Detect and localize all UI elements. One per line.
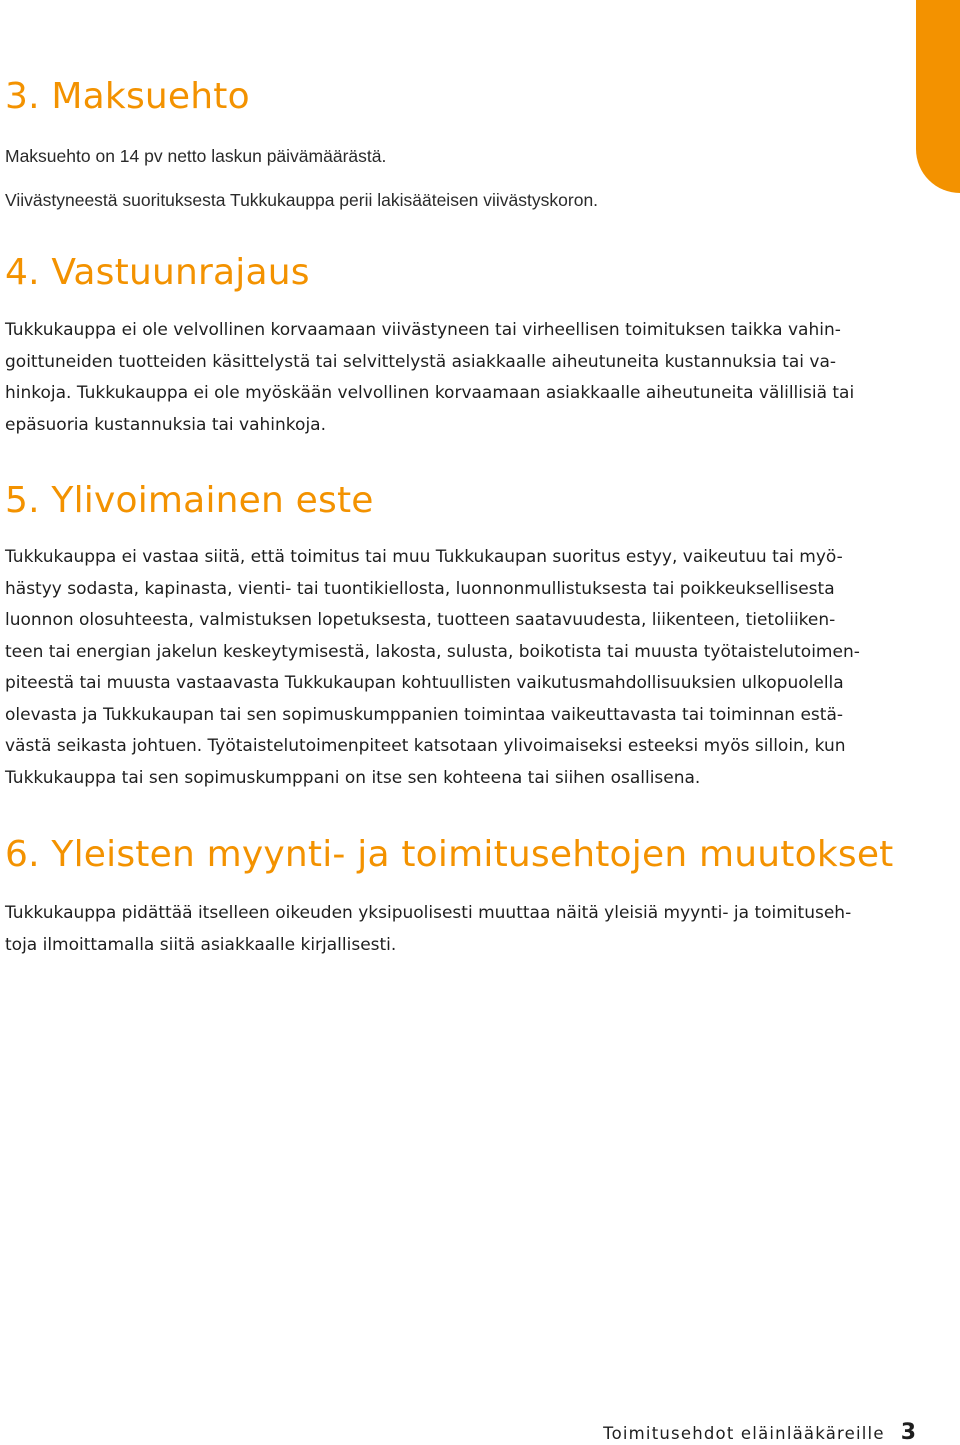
text-line: goittuneiden tuotteiden käsittelystä tai selvittelystä asiakkaalle aiheutuneita kustannuksia tai va- (5, 351, 837, 372)
text-line: epäsuoria kustannuksia tai vahinkoja. (5, 414, 326, 435)
section-3-paragraph-2 (5, 185, 885, 217)
section-4-paragraph (5, 315, 885, 441)
section-4-heading: 4. Vastuunrajaus (5, 252, 310, 293)
text-line: Viivästyneestä suorituksesta Tukkukauppa perii lakisääteisen viivästyskoron. (5, 190, 599, 210)
text-line: västä seikasta johtuen. Työtaistelutoimenpiteet katsotaan ylivoimaiseksi esteeksi myös silloin, kun (5, 736, 846, 756)
text-line: Tukkukauppa tai sen sopimuskumppani on itse sen kohteena tai siihen osallisena. (5, 767, 701, 788)
text-line: Tukkukauppa pidättää itselleen oikeuden yksipuolisesti muuttaa näitä yleisiä myynti- ja toimituseh- (5, 903, 852, 923)
text-line: toja ilmoittamalla siitä asiakkaalle kirjallisesti. (5, 934, 397, 955)
footer-title: Toimitusehdot eläinlääkäreille (603, 1424, 885, 1443)
text-line: luonnon olosuhteesta, valmistuksen lopetuksesta, tuotteen saatavuudesta, liikenteen, tietoliiken- (5, 610, 836, 630)
text-line: hästyy sodasta, kapinasta, vienti- tai tuontikiellosta, luonnonmullistuksesta tai poikkeuksellisesta (5, 578, 835, 599)
page-number: 3 (900, 1420, 916, 1445)
text-line: teen tai energian jakelun keskeytymisestä, lakosta, sulusta, boikotista tai muusta työtaistelutoimen- (5, 641, 860, 662)
section-5-heading: 5. Ylivoimainen este (5, 480, 374, 521)
text-line: piteestä tai muusta vastaavasta Tukkukaupan kohtuullisten vaikutusmahdollisuuksien ulkopuolella (5, 673, 844, 693)
text-line: Tukkukauppa ei vastaa siitä, että toimitus tai muu Tukkukaupan suoritus estyy, vaikeutuu tai myö- (5, 547, 843, 567)
section-6-heading: 6. Yleisten myynti- ja toimitusehtojen muutokset (5, 834, 894, 875)
text-line: Maksuehto on 14 pv netto laskun päivämäärästä. (5, 146, 387, 166)
section-3-heading: 3. Maksuehto (5, 76, 250, 117)
text-line: olevasta ja Tukkukaupan tai sen sopimuskumppanien toimintaa vaikeuttavasta tai toiminnan estä- (5, 704, 844, 725)
section-5-paragraph (5, 542, 885, 794)
text-line: Tukkukauppa ei ole velvollinen korvaamaan viivästyneen tai virheellisen toimituksen taikka vahin- (5, 320, 841, 340)
text-line: hinkoja. Tukkukauppa ei ole myöskään velvollinen korvaamaan asiakkaalle aiheutuneita välillisiä tai (5, 383, 855, 403)
section-6-paragraph (5, 898, 885, 961)
orange-corner-tab (916, 0, 960, 193)
section-3-paragraph-1 (5, 141, 885, 173)
page-footer (603, 1420, 916, 1445)
